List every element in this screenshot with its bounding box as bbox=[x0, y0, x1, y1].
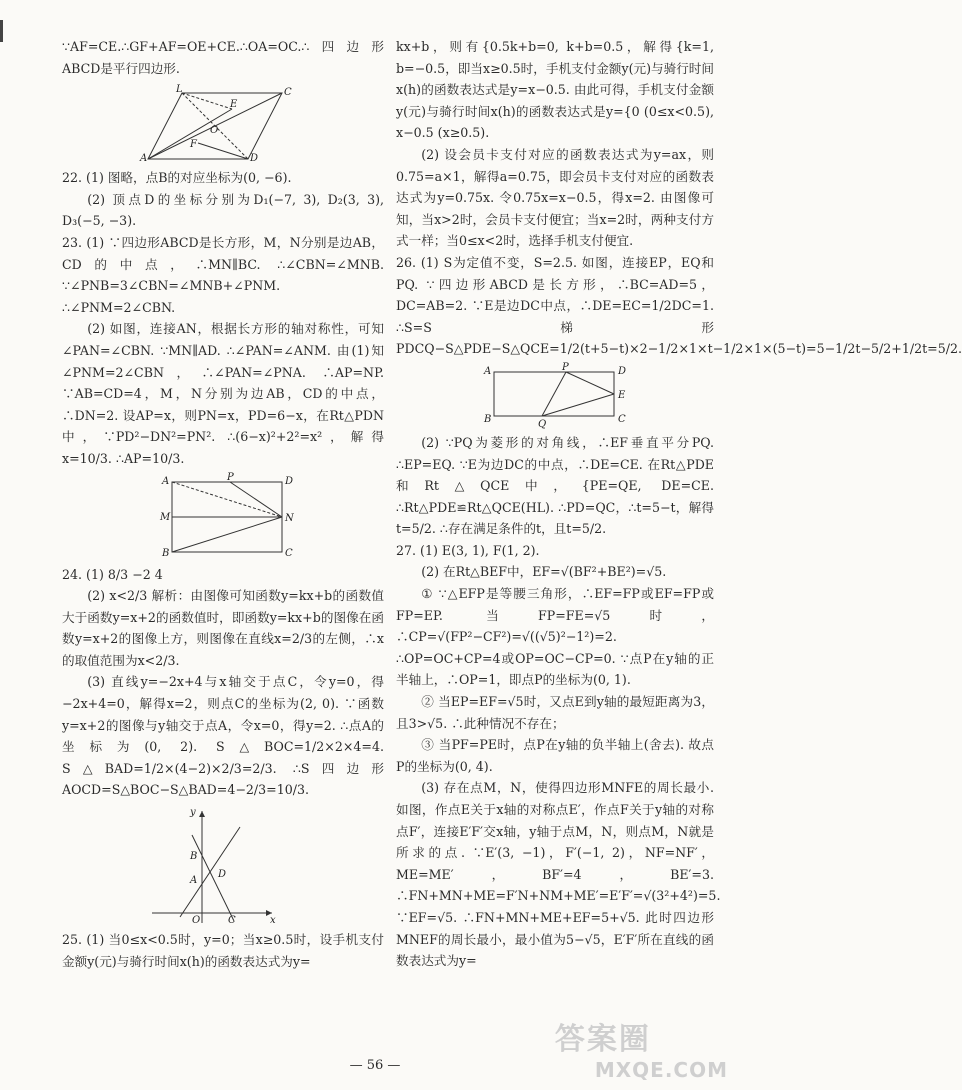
coordinate-figure bbox=[62, 805, 384, 925]
text-line: (2) 设会员卡支付对应的函数表达式为y=ax，则0.75=a×1，解得a=0.75，即会员卡支付对应的函数表达式为y=0.75x. 令0.75x=x−0.5，得x=2. 由图像可知，当x>2时，会员卡支付便宜；当x=2时，两种支付方式一样；当0≤x<2时，选择手机支付便宜. bbox=[396, 146, 714, 249]
fig-label: O bbox=[210, 125, 219, 137]
fig-label: A bbox=[484, 365, 492, 377]
fig-label: D bbox=[218, 869, 227, 881]
fig-label: E bbox=[618, 389, 626, 401]
fig-label: D bbox=[285, 475, 294, 487]
fig-label: A bbox=[162, 475, 170, 487]
text-line: 27. (1) E(3, 1), F(1, 2). bbox=[396, 542, 540, 558]
fig-label: N bbox=[285, 512, 294, 524]
fig-label: y bbox=[190, 807, 196, 819]
fig-label: P bbox=[227, 471, 234, 483]
text-line: ② 当EP=EF=√5时，又点E到y轴的最短距离为3，且3>√5. ∴此种情况不存在； bbox=[396, 694, 714, 731]
fig-label: A bbox=[140, 153, 148, 165]
fig-label: P bbox=[562, 361, 569, 373]
rectangle-figure-2 bbox=[396, 361, 714, 430]
parallelogram-figure bbox=[62, 83, 384, 163]
text-line: 24. (1) 8/3 −2 4 bbox=[62, 566, 163, 582]
text-line: ① ∵△EFP是等腰三角形，∴EF=FP或EF=FP或FP=EP. 当FP=FE=√5时，∴CP=√(FP²−CF²)=√((√5)²−1²)=2. ∴OP=OC+CP=4或OP=OC−CP=0. ∵点P在y轴的正半轴上，∴OP=1，即点P的坐标为(0, 1). bbox=[396, 586, 714, 688]
fig-label: B bbox=[162, 547, 170, 559]
fig-label: Q bbox=[538, 418, 547, 430]
text-line: 22. (1) 图略，点B的对应坐标为(0, −6). bbox=[62, 170, 292, 186]
text-line: 25. (1) 当0≤x<0.5时，y=0；当x≥0.5时，设手机支付金额y(元)与骑行时间x(h)的函数表达式为y= bbox=[62, 932, 384, 969]
fig-label: O bbox=[192, 915, 201, 927]
fig-label: L bbox=[176, 84, 183, 96]
text-line: kx+b，则有{0.5k+b=0, k+b=0.5，解得{k=1, b=−0.5，即当x≥0.5时，手机支付金额y(元)与骑行时间x(h)的函数表达式是y=x−0.5. 由此可得，手机支付金额y(元)与骑行时间x(h)的函数表达式是y={0 (0≤x<0.5), x−0.5 (x≥0.5). bbox=[396, 39, 714, 141]
text-line: ③ 当PF=PE时，点P在y轴的负半轴上(舍去). 故点P的坐标为(0, 4). bbox=[396, 737, 714, 774]
text-line: 26. (1) S为定值不变，S=2.5. 如图，连接EP，EQ和PQ. ∵四边形ABCD是长方形，∴BC=AD=5，DC=AB=2. ∵E是边DC中点，∴DE=EC=1/2DC=1. ∴S=S梯形PDCQ−S△PDE−S△QCE=1/2(t+5−t)×2−1/2×1×t−1/2×1×(5−t)=5−1/2t−5/2+1/2t=5/2. bbox=[396, 254, 962, 357]
page-number: — 56 — bbox=[349, 1058, 401, 1073]
text-line: (2) 如图，连接AN，根据长方形的轴对称性，可知∠PAN=∠CBN. ∵MN∥AD. ∴∠PAN=∠ANM. 由(1)知∠PNM=2∠CBN，∴∠PAN=∠PNA. ∴AP=NP. ∵AB=CD=4，M，N分别为边AB，CD的中点，∴DN=2. 设AP=x，则PN=x，PD=6−x，在Rt△PDN中，∵PD²−DN²=PN². ∴(6−x)²+2²=x²，解得 x=10/3. ∴AP=10/3. bbox=[62, 321, 384, 466]
fig-label: C bbox=[284, 87, 292, 99]
left-column bbox=[62, 36, 384, 972]
text-line: (2) x<2/3 解析：由图像可知函数y=kx+b的函数值大于函数y=x+2的函数值时，即函数y=kx+b的图像在函数y=x+2的图像上方，则图像在直线x=2/3的左侧，∴x的取值范围为x<2/3. bbox=[62, 588, 384, 668]
watermark-main: 答案圈 bbox=[554, 1022, 651, 1057]
rectangle-figure bbox=[62, 471, 384, 560]
fig-label: D bbox=[250, 153, 259, 165]
fig-label: B bbox=[190, 851, 198, 863]
text-line: (3) 直线y=−2x+4与x轴交于点C，令y=0，得−2x+4=0，解得x=2，则点C的坐标为(2, 0). ∵函数y=x+2的图像与y轴交于点A，令x=0，得y=2. ∴点A的坐标为(0, 2). S△BOC=1/2×2×4=4. S△BAD=1/2×(4−2)×2/3=2/3. ∴S四边形AOCD=S△BOC−S△BAD=4−2/3=10/3. bbox=[62, 674, 384, 798]
text-line: (2) 在Rt△BEF中，EF=√(BF²+BE²)=√5. bbox=[421, 564, 667, 580]
fig-label: C bbox=[285, 547, 293, 559]
text-line: ∵AF=CE.∴GF+AF=OE+CE.∴OA=OC.∴四边形ABCD是平行四边形. bbox=[62, 39, 384, 76]
text-line: (2) 顶点D的坐标分别为D₁(−7, 3), D₂(3, 3), D₃(−5, −3). bbox=[62, 191, 384, 229]
right-column bbox=[396, 36, 962, 972]
fig-label: F bbox=[190, 139, 197, 151]
fig-label: A bbox=[190, 875, 198, 887]
watermark bbox=[555, 1014, 728, 1082]
fig-label: C bbox=[228, 915, 236, 927]
fig-label: M bbox=[160, 511, 171, 523]
fig-label: D bbox=[618, 365, 627, 377]
text-line: (3) 存在点M，N，使得四边形MNFE的周长最小. 如图，作点E关于x轴的对称点E′，作点F关于y轴的对称点F′，连接E′F′交x轴，y轴于点M，N，则点M，N就是所求的点. ∵E′(3, −1)，F′(−1, 2)，NF=NF′，ME=ME′，BF′=4，BE′=3. ∴FN+MN+ME=F′N+NM+ME′=E′F′=√(3²+4²)=5. ∵EF=√5. ∴FN+MN+ME+EF=5+√5. 此时四边形MNEF的周长最小，最小值为5−√5，E′F′所在直线的函数表达式为y= bbox=[396, 780, 721, 969]
binding-mark bbox=[0, 20, 3, 42]
fig-label: E bbox=[230, 99, 238, 111]
watermark-site: MXQE.COM bbox=[594, 1058, 728, 1082]
text-line: 23. (1) ∵四边形ABCD是长方形，M，N分别是边AB，CD的中点，∴MN∥BC. ∴∠CBN=∠MNB. ∵∠PNB=3∠CBN=∠MNB+∠PNM. ∴∠PNM=2∠CBN. bbox=[62, 234, 384, 315]
fig-label: B bbox=[484, 413, 492, 425]
text-line: (2) ∵PQ为菱形的对角线，∴EF垂直平分PQ. ∴EP=EQ. ∵E为边DC的中点，∴DE=CE. 在Rt△PDE和Rt△QCE中，{PE=QE, DE=CE. ∴Rt△PDE≌Rt△QCE(HL). ∴PD=QC，∴t=5−t，解得t=5/2. ∴存在满足条件的t，且t=5/2. bbox=[396, 434, 714, 537]
fig-label: C bbox=[618, 413, 626, 425]
fig-label: x bbox=[270, 915, 276, 927]
